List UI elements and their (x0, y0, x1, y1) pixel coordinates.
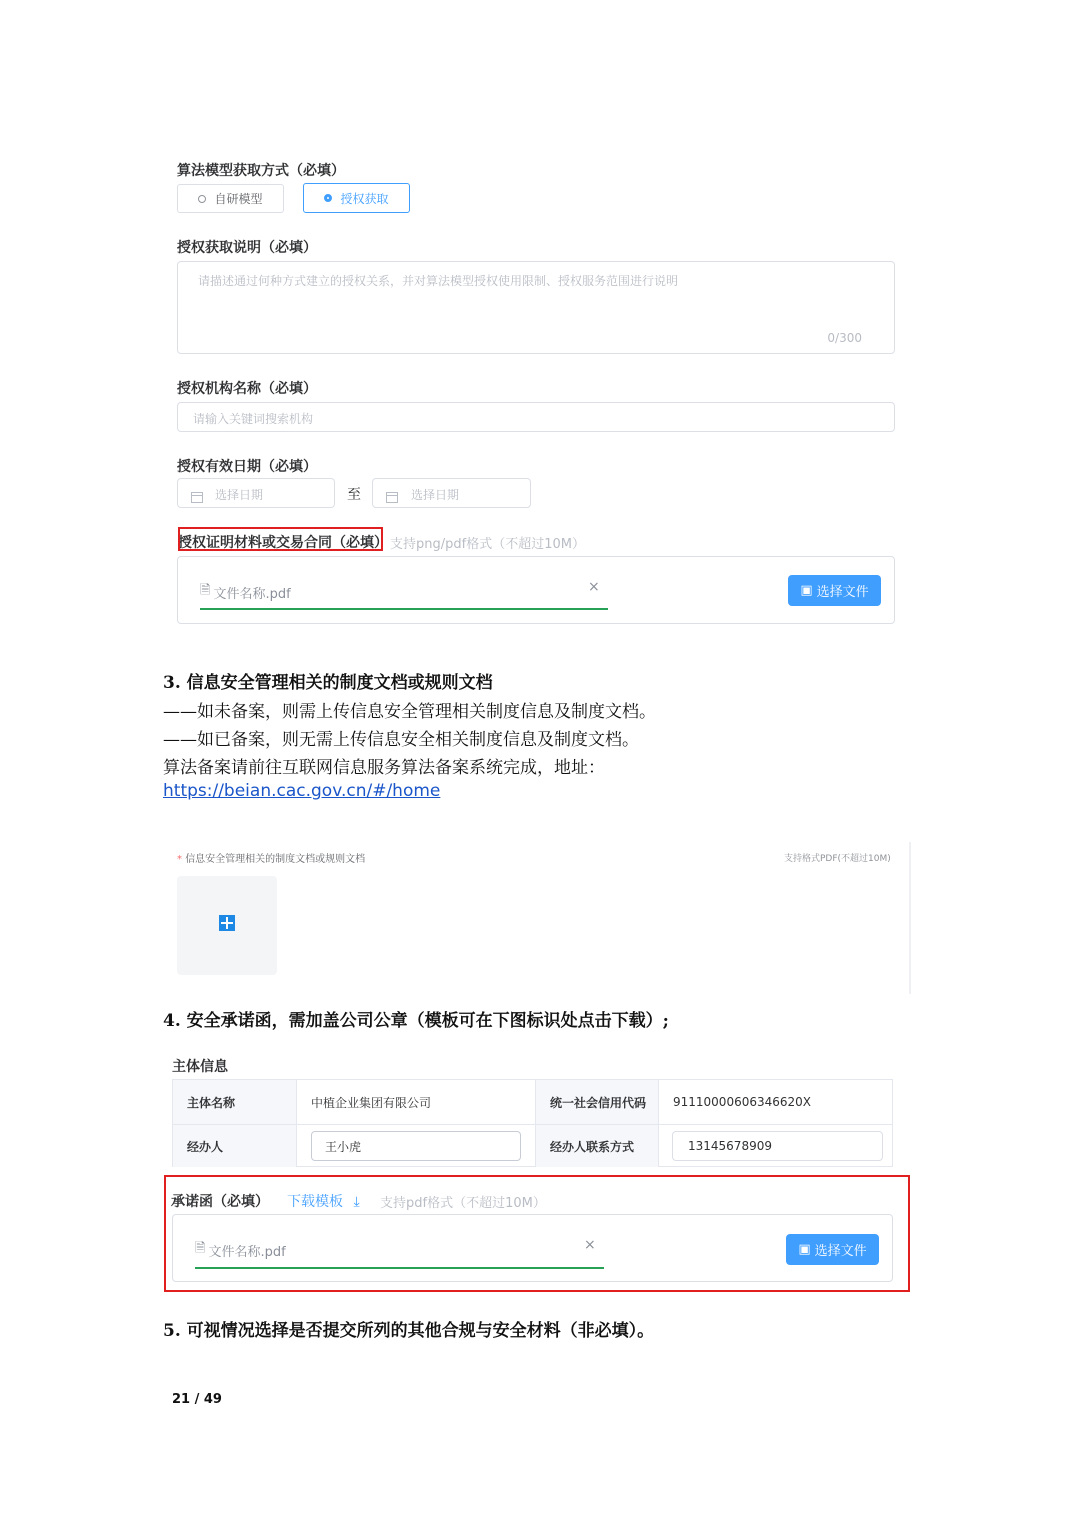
download-template-link[interactable] (287, 1191, 360, 1211)
download-label: 下载模板 (287, 1194, 343, 1210)
section3-heading: 3. 信息安全管理相关的制度文档或规则文档 (163, 673, 493, 693)
file-name: 文件名称.pdf (208, 1244, 286, 1260)
desc-placeholder: 请描述通过何种方式建立的授权关系，并对算法模型授权使用限制、授权服务范围进行说明 (198, 274, 679, 288)
section3-line3: 算法备案请前往互联网信息服务算法备案系统完成，地址： (163, 758, 605, 778)
commit-label: 承诺函（必填） (171, 1194, 269, 1210)
radio-self-label: 自研模型 (214, 192, 263, 206)
highlight-box (178, 527, 383, 551)
subject-table (172, 1079, 893, 1167)
org-label: 授权机构名称（必填） (177, 381, 317, 397)
beian-link[interactable]: https://beian.cac.gov.cn/#/home (163, 781, 441, 801)
page-number: 21 / 49 (172, 1392, 222, 1407)
divider (909, 842, 911, 994)
agent-input[interactable]: 王小虎 (311, 1131, 521, 1161)
name-label-cell: 主体名称 (173, 1080, 296, 1124)
subject-title: 主体信息 (172, 1059, 228, 1075)
date-start-input[interactable] (177, 478, 335, 508)
file-icon: 🗎 (195, 1241, 206, 1256)
file-item (195, 1239, 286, 1261)
desc-counter: 0/300 (827, 331, 862, 345)
radio-dot-selected-icon (324, 194, 332, 202)
choose-file-button[interactable] (786, 1234, 879, 1265)
credit-value-cell: 91110000606346620X (658, 1080, 892, 1124)
credit-label-cell: 统一社会信用代码 (535, 1080, 658, 1124)
date-end-placeholder: 选择日期 (411, 488, 460, 502)
calendar-icon (191, 492, 203, 503)
file-name: 文件名称.pdf (213, 586, 291, 602)
download-icon: ⤓ (353, 1194, 360, 1210)
radio-self-developed[interactable] (177, 184, 284, 213)
proof-label: 授权证明材料或交易合同（必填） (178, 535, 388, 551)
contact-input[interactable]: 13145678909 (672, 1131, 883, 1161)
file-icon: 🗎 (200, 583, 211, 598)
file-item (200, 581, 291, 603)
radio-auth-label: 授权获取 (340, 191, 389, 206)
radio-dot-icon (198, 195, 206, 203)
proof-hint: 支持png/pdf格式（不超过10M） (390, 537, 585, 552)
calendar-icon (386, 492, 398, 503)
upload-add-tile[interactable] (177, 876, 277, 975)
choose-file-button[interactable] (788, 575, 881, 606)
contact-value-cell (658, 1124, 892, 1167)
date-end-input[interactable] (372, 478, 531, 508)
upload-progress-bar (200, 608, 608, 610)
method-label: 算法模型获取方式（必填） (177, 163, 345, 179)
upload3-label: 信息安全管理相关的制度文档或规则文档 (185, 854, 366, 865)
section3-line2: ——如已备案，则无需上传信息安全相关制度信息及制度文档。 (163, 730, 639, 750)
name-value-cell: 中植企业集团有限公司 (296, 1080, 535, 1124)
commit-hint: 支持pdf格式（不超过10M） (380, 1196, 546, 1211)
upload-tray-icon: ▣ (800, 583, 813, 598)
remove-file-icon[interactable]: × (584, 1237, 596, 1253)
required-mark: * (177, 854, 182, 865)
agent-label-cell: 经办人 (173, 1124, 296, 1167)
desc-label: 授权获取说明（必填） (177, 240, 317, 256)
section4-heading: 4. 安全承诺函，需加盖公司公章（模板可在下图标识处点击下载）; (163, 1011, 669, 1031)
contact-label-cell: 经办人联系方式 (535, 1124, 658, 1167)
choose-file-label: 选择文件 (816, 585, 869, 600)
remove-file-icon[interactable]: × (588, 579, 600, 595)
plus-icon (219, 915, 235, 931)
upload3-label-row (177, 850, 365, 865)
date-start-placeholder: 选择日期 (215, 488, 264, 502)
date-label: 授权有效日期（必填） (177, 459, 317, 475)
choose-file-label: 选择文件 (814, 1244, 867, 1259)
org-placeholder: 请输入关键词搜索机构 (193, 412, 314, 426)
upload3-hint: 支持格式PDF(不超过10M) (784, 854, 891, 864)
upload-progress-bar (195, 1267, 604, 1269)
commit-upload-panel (172, 1214, 893, 1282)
proof-upload-panel (177, 556, 895, 624)
agent-value-cell (296, 1124, 535, 1167)
org-search-input[interactable] (177, 402, 895, 432)
date-separator: 至 (347, 487, 361, 503)
upload-tray-icon: ▣ (798, 1242, 811, 1257)
section3-line1: ——如未备案，则需上传信息安全管理相关制度信息及制度文档。 (163, 702, 656, 722)
section5-heading: 5. 可视情况选择是否提交所列的其他合规与安全材料（非必填）。 (163, 1321, 655, 1341)
desc-textarea[interactable] (177, 261, 895, 354)
radio-authorized[interactable] (303, 183, 410, 213)
